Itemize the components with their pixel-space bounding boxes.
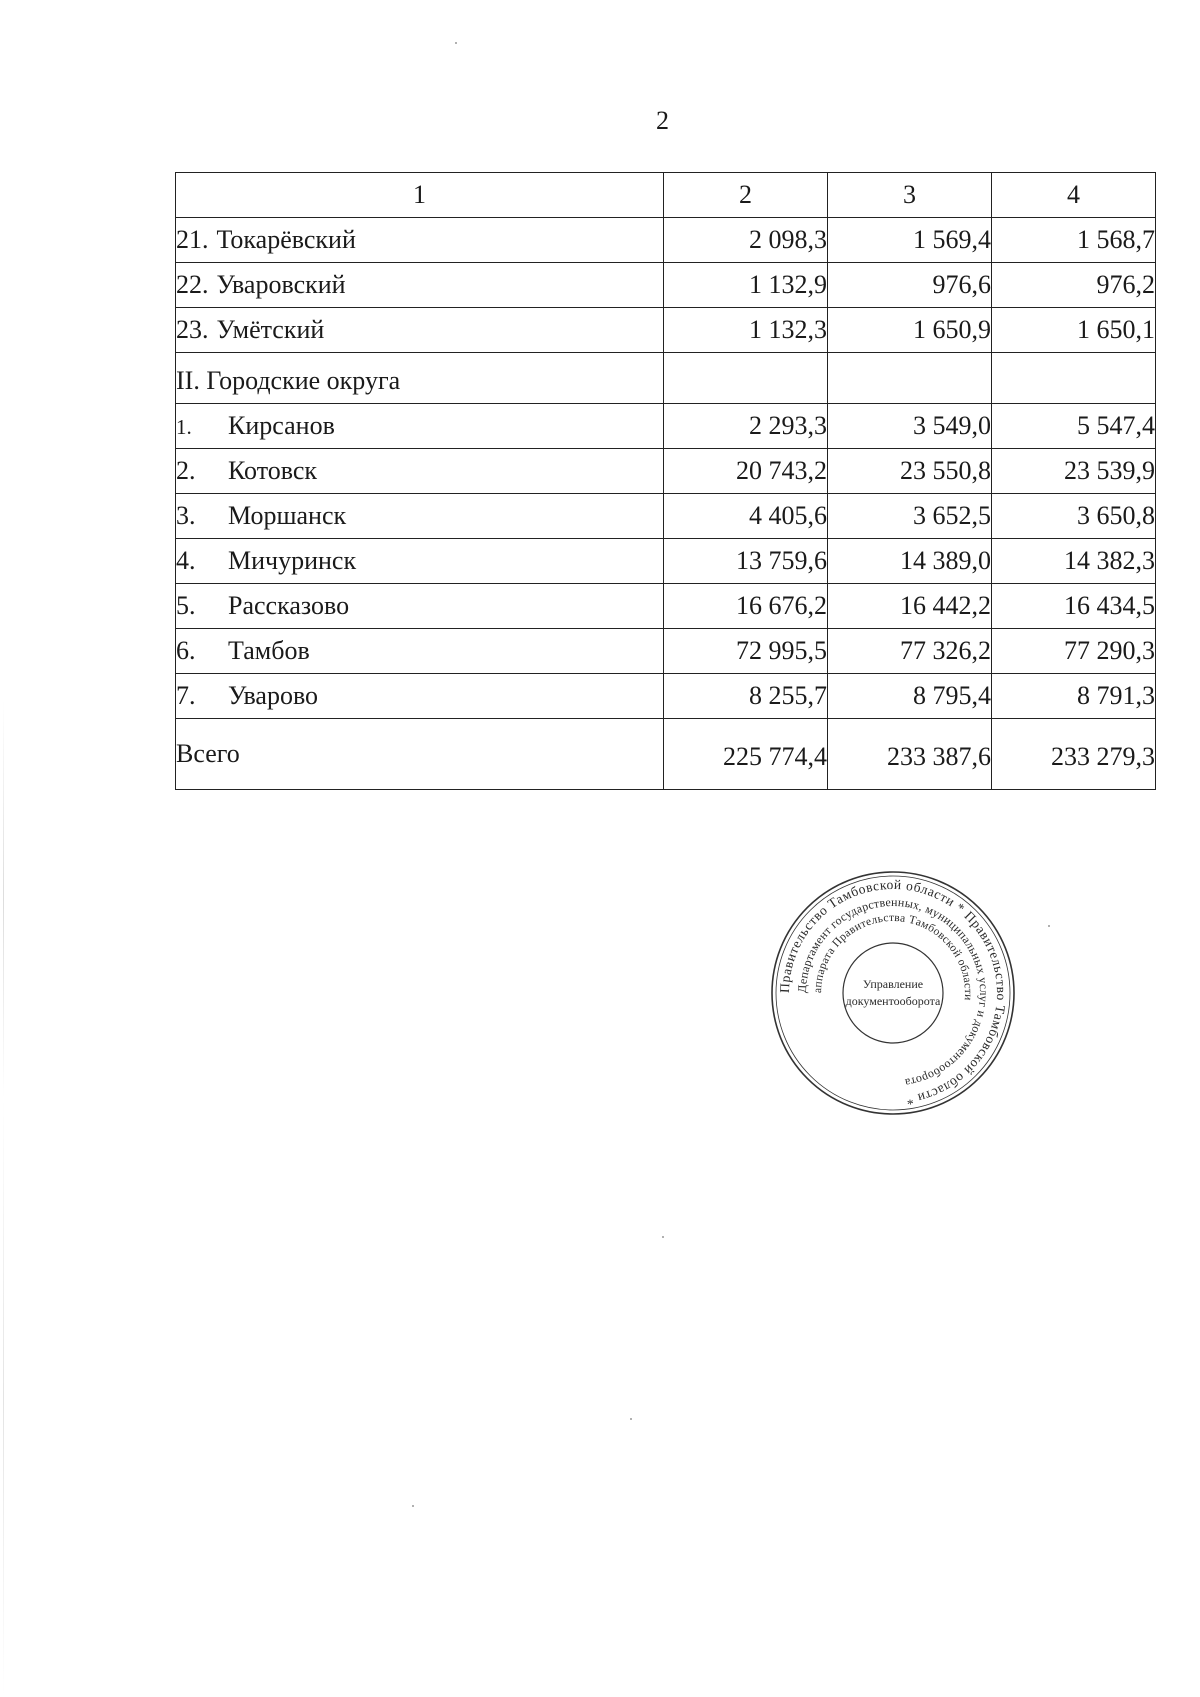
total-label: Всего [176,719,664,790]
district-cell [176,629,664,674]
scan-edge-artifact [3,700,4,1697]
value-cell-v4: 23 539,9 [992,449,1156,494]
header-cell: 2 [664,173,828,218]
value-cell-v2: 72 995,5 [664,629,828,674]
section-title: II. Городские округа [176,353,664,404]
value-cell-v2: 16 676,2 [664,584,828,629]
value-cell-v4: 8 791,3 [992,674,1156,719]
value-cell-v2: 13 759,6 [664,539,828,584]
scan-speck [1048,925,1050,927]
svg-text:Департамент государственных, м: Департамент государственных, муниципальных услуг и документооборота [794,894,992,1091]
header-cell: 3 [828,173,992,218]
table-row [176,629,1156,674]
empty-cell [992,353,1156,404]
svg-text:Правительство Тамбовской облас: Правительство Тамбовской области * Правительство Тамбовской области * [776,876,1010,1109]
district-cell [176,539,664,584]
empty-cell [828,353,992,404]
value-cell-v4: 1 568,7 [992,218,1156,263]
value-cell-v4: 1 650,1 [992,308,1156,353]
table-row [176,494,1156,539]
district-name: Тамбов [228,636,310,665]
value-cell-v3: 3 549,0 [828,404,992,449]
district-name: Кирсанов [228,411,335,440]
value-cell-v2: 2 098,3 [664,218,828,263]
header-row [176,173,1156,218]
total-value-v3: 233 387,6 [828,719,992,790]
page-number: 2 [656,106,669,135]
value-cell-v3: 1 569,4 [828,218,992,263]
district-name: Котовск [228,456,318,485]
row-number: 21. [176,225,209,254]
row-number: 23. [176,315,209,344]
district-name: Уварово [228,681,319,710]
official-seal [768,868,1018,1118]
district-name: Мичуринск [228,546,357,575]
value-cell-v4: 14 382,3 [992,539,1156,584]
table-row [176,674,1156,719]
row-number: 22. [176,270,209,299]
value-cell-v4: 3 650,8 [992,494,1156,539]
table-row [176,404,1156,449]
value-cell-v3: 3 652,5 [828,494,992,539]
scan-speck [630,1418,632,1420]
section-row [176,353,1156,404]
table-row [176,263,1156,308]
district-cell [176,494,664,539]
value-cell-v4: 16 434,5 [992,584,1156,629]
total-row [176,719,1156,790]
table-row [176,218,1156,263]
district-name: Умётский [216,315,325,344]
value-cell-v2: 4 405,6 [664,494,828,539]
table-row [176,539,1156,584]
row-number: 6. [176,636,196,665]
district-name: Моршанск [228,501,347,530]
value-cell-v3: 77 326,2 [828,629,992,674]
district-cell [176,218,664,263]
value-cell-v3: 14 389,0 [828,539,992,584]
row-number: 2. [176,456,196,485]
scan-speck [455,42,457,44]
district-cell [176,584,664,629]
svg-text:Управление: Управление [862,977,924,991]
row-number: 1. [176,415,192,439]
data-table [175,172,1156,790]
svg-text:документооборота: документооборота [845,994,941,1008]
table-row [176,449,1156,494]
value-cell-v2: 8 255,7 [664,674,828,719]
value-cell-v4: 976,2 [992,263,1156,308]
value-cell-v3: 23 550,8 [828,449,992,494]
district-cell [176,449,664,494]
empty-cell [664,353,828,404]
table-row [176,308,1156,353]
value-cell-v2: 1 132,3 [664,308,828,353]
value-cell-v2: 1 132,9 [664,263,828,308]
total-value-v4: 233 279,3 [992,719,1156,790]
header-cell: 1 [176,173,664,218]
district-name: Уваровский [216,270,346,299]
value-cell-v3: 976,6 [828,263,992,308]
value-cell-v2: 2 293,3 [664,404,828,449]
row-number: 7. [176,681,196,710]
district-name: Токарёвский [216,225,356,254]
svg-text:аппарата Правительства Тамбовс: аппарата Правительства Тамбовской области [811,911,975,1001]
value-cell-v4: 77 290,3 [992,629,1156,674]
value-cell-v3: 8 795,4 [828,674,992,719]
district-cell [176,674,664,719]
district-name: Рассказово [228,591,350,620]
row-number: 5. [176,591,196,620]
header-cell: 4 [992,173,1156,218]
district-cell [176,404,664,449]
value-cell-v4: 5 547,4 [992,404,1156,449]
total-value-v2: 225 774,4 [664,719,828,790]
row-number: 3. [176,501,196,530]
table-row [176,584,1156,629]
district-cell [176,308,664,353]
value-cell-v3: 1 650,9 [828,308,992,353]
value-cell-v2: 20 743,2 [664,449,828,494]
scan-speck [412,1505,414,1507]
value-cell-v3: 16 442,2 [828,584,992,629]
district-cell [176,263,664,308]
scan-speck [662,1236,664,1238]
row-number: 4. [176,546,196,575]
